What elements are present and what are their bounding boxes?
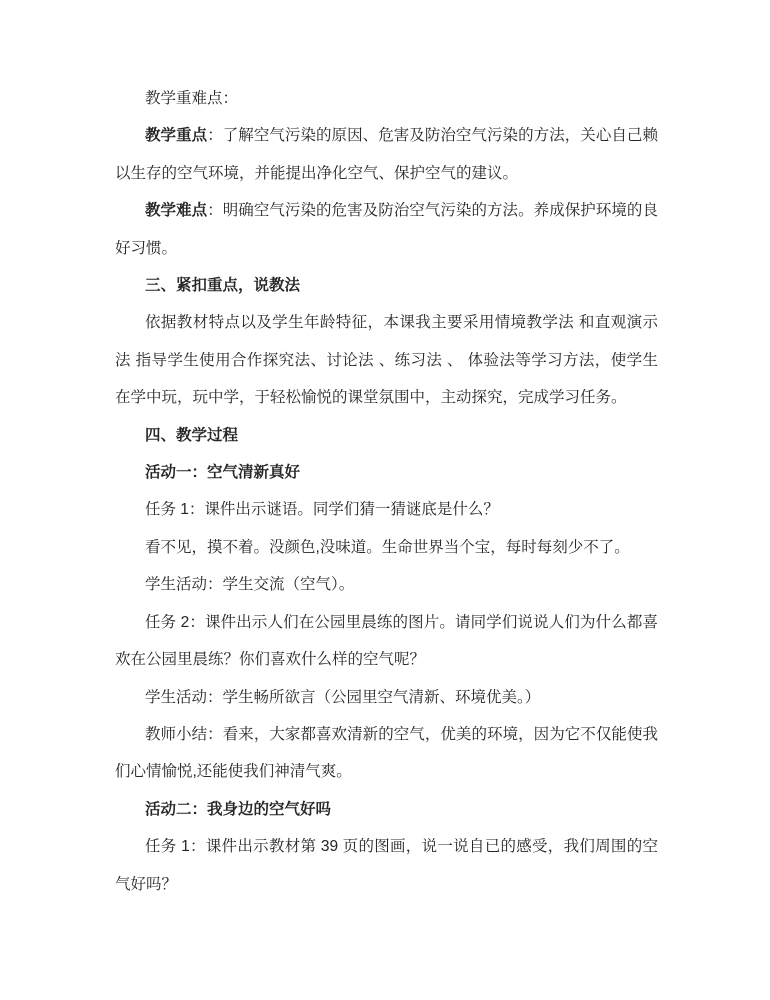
bold-text-segment: 三、紧扣重点，说教法 — [145, 277, 301, 295]
text-segment: 任务 1：课件出示谜语。同学们猜一猜谜底是什么？ — [145, 501, 499, 519]
text-segment: 任务 1：课件出示教材第 39 页的图画，说一说自已的感受，我们周围的空气好吗？ — [115, 838, 658, 893]
teaching-difficult-point-paragraph — [115, 192, 658, 267]
activity-1-task-2-paragraph — [115, 604, 658, 679]
section-3-heading — [115, 267, 658, 304]
activity-1-task-1-paragraph — [115, 491, 658, 528]
teaching-key-point-paragraph — [115, 117, 658, 192]
text-segment: 依据教材特点以及学生年龄特征，本课我主要采用情境教学法 和直观演示法 指导学生使用合作探究法、讨论法 、练习法 、 体验法等学习方法，使学生在学中玩，玩中学，于轻松愉悦的课堂氛围中，主动探究，完成学习任务。 — [115, 314, 658, 407]
bold-text-segment: 教学难点 — [145, 202, 208, 220]
text-segment: ：明确空气污染的危害及防治空气污染的方法。养成保护环境的良好习惯。 — [115, 202, 658, 257]
text-segment: 学生活动：学生畅所欲言（公园里空气清新、环境优美。） — [145, 688, 541, 706]
bold-text-segment: 活动二：我身边的空气好吗 — [145, 800, 332, 818]
riddle-text-paragraph — [115, 529, 658, 566]
text-segment: 学生活动：学生交流（空气）。 — [145, 576, 355, 594]
bold-text-segment: 四、教学过程 — [145, 426, 239, 444]
text-segment: 教师小结：看来，大家都喜欢清新的空气，优美的环境，因为它不仅能使我们心情愉悦,还能使我们神清气爽。 — [115, 725, 658, 781]
teaching-method-paragraph — [115, 304, 658, 416]
text-segment: 教学重难点： — [145, 90, 239, 107]
text-segment: ：了解空气污染的原因、危害及防治空气污染的方法，关心自己赖以生存的空气环境，并能提出净化空气、保护空气的建议。 — [115, 127, 658, 182]
bold-text-segment: 教学重点 — [145, 127, 208, 145]
student-activity-2-paragraph — [115, 679, 658, 716]
activity-2-heading — [115, 791, 658, 828]
activity-1-heading — [115, 454, 658, 491]
text-segment: 看不见，摸不着。没颜色,没味道。生命世界当个宝，每时每刻少不了。 — [145, 538, 630, 556]
teaching-key-difficult-points-label — [115, 80, 658, 117]
section-4-heading — [115, 417, 658, 454]
activity-2-task-1-paragraph — [115, 828, 658, 903]
teacher-summary-paragraph — [115, 716, 658, 791]
document-body — [115, 80, 658, 903]
bold-text-segment: 活动一：空气清新真好 — [145, 464, 301, 482]
student-activity-1-paragraph — [115, 566, 658, 603]
text-segment: 任务 2：课件出示人们在公园里晨练的图片。请同学们说说人们为什么都喜欢在公园里晨练？你们喜欢什么样的空气呢？ — [115, 613, 658, 669]
